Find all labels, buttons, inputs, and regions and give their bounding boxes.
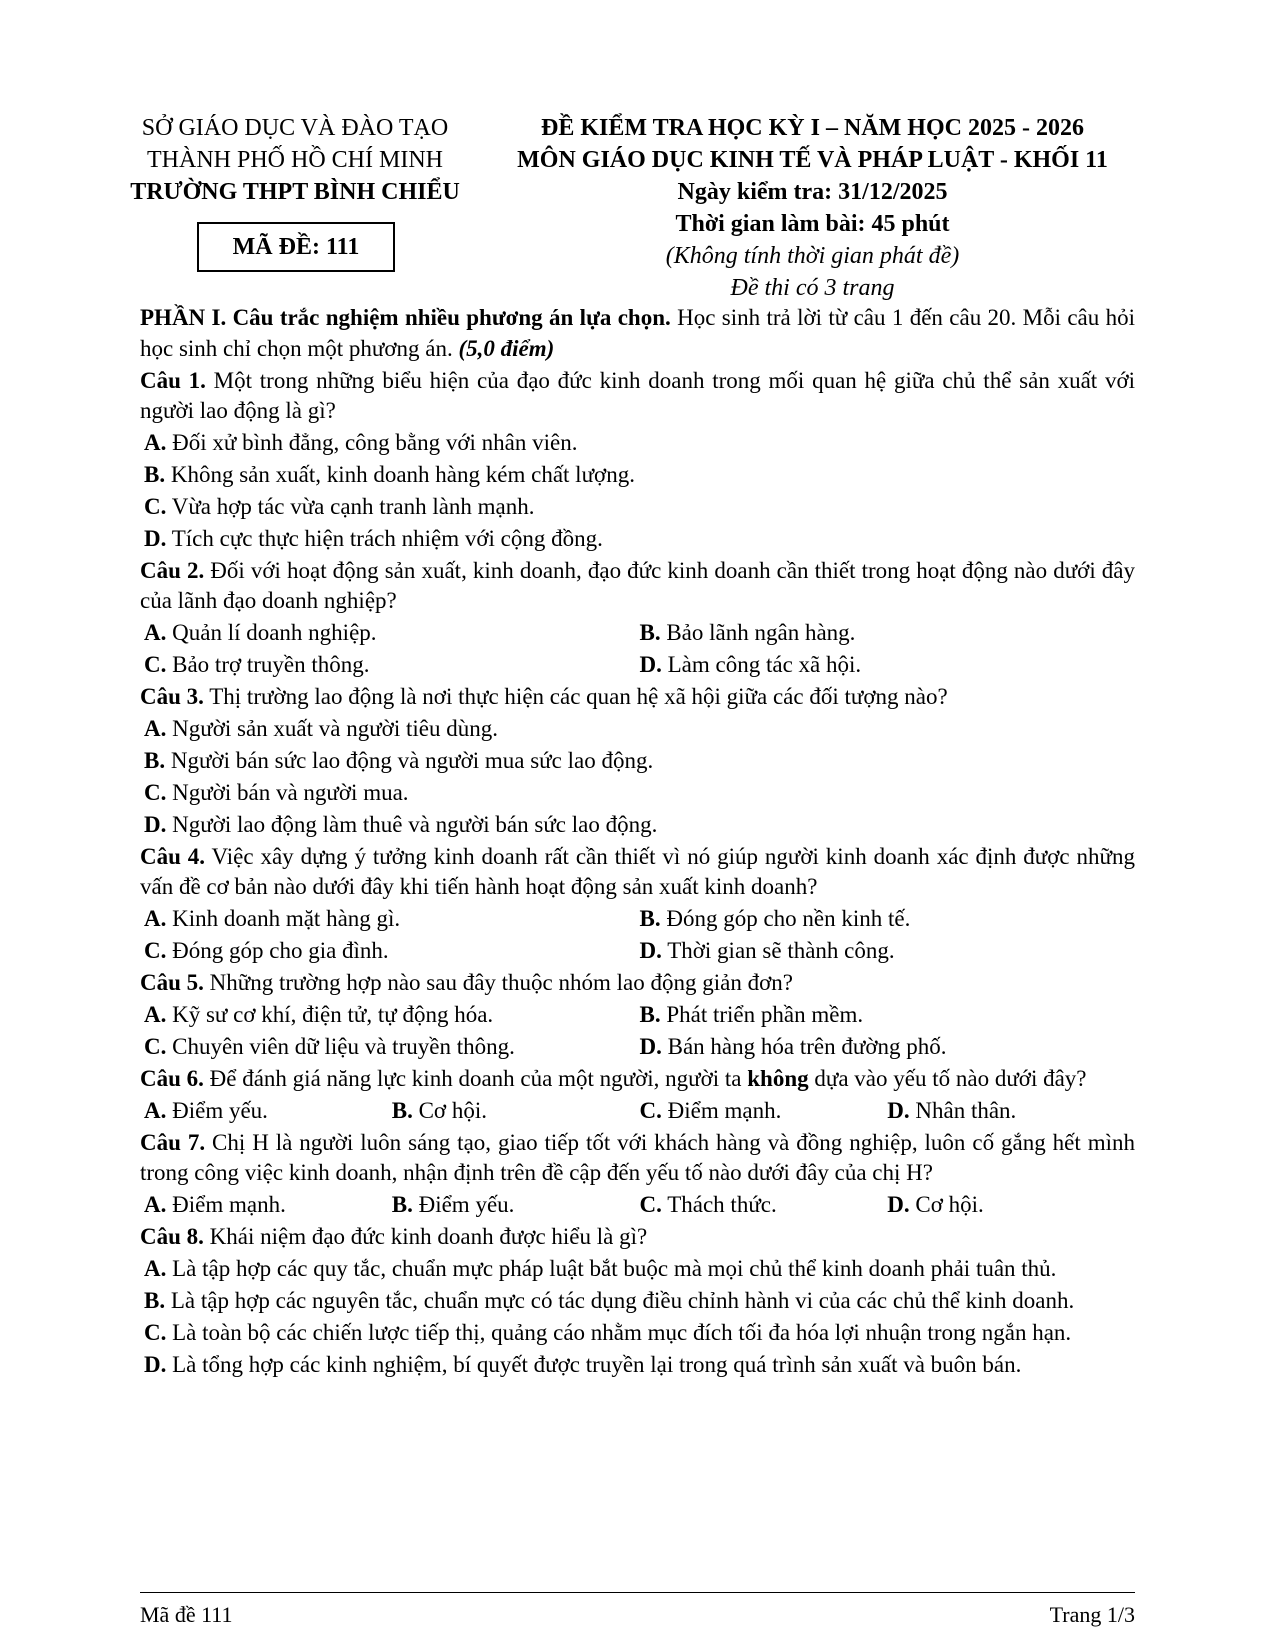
option-key: C. [144,652,167,677]
option [392,1096,640,1126]
option-key: D. [887,1098,910,1123]
option-text: Kỹ sư cơ khí, điện tử, tự động hóa. [166,1002,494,1027]
school-name: TRƯỜNG THPT BÌNH CHIỂU [130,179,460,205]
question-text: Việc xây dựng ý tưởng kinh doanh rất cần thiết vì nó giúp người kinh doanh xác định được những vấn đề cơ bản nào dưới đây khi tiến hành hoạt động sản xuất kinh doanh? [140,844,1135,899]
option-text: Làm công tác xã hội. [661,652,862,677]
option-text: Là tập hợp các nguyên tắc, chuẩn mực có tác dụng điều chỉnh hành vi của các chủ thể kinh doanh. [165,1288,1075,1313]
option-key: B. [391,1098,413,1123]
option-text: Là tổng hợp các kinh nghiệm, bí quyết được truyền lại trong quá trình sản xuất và buôn bán. [166,1352,1022,1377]
option [140,492,1135,522]
option-key: C. [144,780,167,805]
option [392,1190,640,1220]
option-text: Quản lí doanh nghiệp. [166,620,377,645]
option-row [140,1032,1135,1062]
question [140,842,1135,902]
option [140,1286,1135,1316]
part-points: (5,0 điểm) [458,336,555,361]
option-row [140,936,1135,966]
question [140,366,1135,426]
question-text: Những trường hợp nào sau đây thuộc nhóm lao động giản đơn? [203,970,793,995]
option [140,810,1135,840]
exam-subject: MÔN GIÁO DỤC KINH TẾ VÀ PHÁP LUẬT - KHỐI 11 [517,147,1108,173]
option [140,1254,1135,1284]
option-key: B. [144,748,166,773]
option-key: A. [144,716,167,741]
exam-note: (Không tính thời gian phát đề) [665,243,960,269]
option-row [140,904,1135,934]
option-key: D. [639,652,662,677]
option [144,904,640,934]
option [144,650,640,680]
option [144,1032,640,1062]
footer-exam-code: Mã đề 111 [140,1602,233,1627]
option-text: Nhân thân. [909,1098,1017,1123]
option-text: Không sản xuất, kinh doanh hàng kém chất lượng. [165,462,635,487]
option-text: Thời gian sẽ thành công. [661,938,895,963]
option-key: C. [144,938,167,963]
question-text: Đối với hoạt động sản xuất, kinh doanh, đạo đức kinh doanh cần thiết trong hoạt động nào dưới đây của lãnh đạo doanh nghiệp? [140,558,1136,613]
question [140,1128,1135,1188]
option [640,1000,1136,1030]
option-text: Người lao động làm thuê và người bán sức lao động. [166,812,658,837]
exam-title: ĐỀ KIỂM TRA HỌC KỲ I – NĂM HỌC 2025 - 2026 [541,115,1084,141]
option [640,936,1136,966]
question-label: Câu 5. [140,970,204,995]
question [140,682,1135,712]
option-key: D. [639,1034,662,1059]
option-key: B. [391,1192,413,1217]
option [640,650,1136,680]
header-left [120,112,470,208]
part-heading [140,302,1135,364]
option-key: C. [639,1098,662,1123]
option-key: D. [887,1192,910,1217]
option-row [140,1096,1135,1126]
option-text: Cơ hội. [909,1192,984,1217]
option-text: Điểm yếu. [412,1192,515,1217]
option [640,1032,1136,1062]
option [144,1096,392,1126]
question-emphasis: không [747,1066,809,1091]
exam-duration: Thời gian làm bài: 45 phút [675,211,950,237]
option [140,428,1135,458]
question-label: Câu 6. [140,1066,204,1091]
option-text: Là tập hợp các quy tắc, chuẩn mực pháp luật bắt buộc mà mọi chủ thể kinh doanh phải tuân thủ. [166,1256,1057,1281]
option [140,460,1135,490]
option-key: A. [144,620,167,645]
option-key: A. [144,430,167,455]
option-row [140,1000,1135,1030]
option-key: D. [639,938,662,963]
part-instruction: Học sinh trả lời từ câu 1 đến câu 20. Mỗi câu hỏi học sinh chỉ chọn một phương án. [140,305,1136,361]
option-text: Đóng góp cho nền kinh tế. [660,906,911,931]
question [140,1222,1135,1252]
option [140,714,1135,744]
option-row [140,650,1135,680]
option-key: B. [144,462,166,487]
option-key: B. [144,1288,166,1313]
option [640,904,1136,934]
option-key: B. [639,1002,661,1027]
option-key: C. [144,494,167,519]
option-key: D. [144,1352,167,1377]
question-text-end: dựa vào yếu tố nào dưới đây? [808,1066,1087,1091]
footer-divider [140,1592,1135,1593]
option-key: D. [144,526,167,551]
exam-pages: Đề thi có 3 trang [730,275,895,301]
option [640,1190,888,1220]
option [140,524,1135,554]
question-label: Câu 8. [140,1224,204,1249]
option-text: Bán hàng hóa trên đường phố. [661,1034,947,1059]
part-title: PHẦN I. Câu trắc nghiệm nhiều phương án lựa chọn. [140,305,671,330]
question-text: Một trong những biểu hiện của đạo đức kinh doanh trong mối quan hệ giữa chủ thể sản xuất với người lao động là gì? [140,368,1135,423]
exam-date: Ngày kiểm tra: 31/12/2025 [677,179,948,205]
option-text: Kinh doanh mặt hàng gì. [166,906,401,931]
question-label: Câu 7. [140,1130,206,1155]
option [140,778,1135,808]
question [140,556,1135,616]
option-text: Bảo lãnh ngân hàng. [660,620,856,645]
option-text: Vừa hợp tác vừa cạnh tranh lành mạnh. [166,494,535,519]
option-key: D. [144,812,167,837]
question-text: Khái niệm đạo đức kinh doanh được hiểu là gì? [203,1224,648,1249]
option [140,1318,1135,1348]
option-row [140,618,1135,648]
option [140,746,1135,776]
option [140,1350,1135,1380]
option-text: Thách thức. [661,1192,777,1217]
option-key: C. [144,1034,167,1059]
option-key: C. [144,1320,167,1345]
option-text: Người bán sức lao động và người mua sức lao động. [165,748,654,773]
option [144,618,640,648]
exam-body [140,302,1135,1380]
option-text: Người bán và người mua. [166,780,409,805]
option-key: C. [639,1192,662,1217]
option-text: Điểm mạnh. [166,1192,286,1217]
option [640,618,1136,648]
option-key: A. [144,1256,167,1281]
question-label: Câu 3. [140,684,204,709]
option-text: Người sản xuất và người tiêu dùng. [166,716,498,741]
option-text: Là toàn bộ các chiến lược tiếp thị, quảng cáo nhằm mục đích tối đa hóa lợi nhuận trong ngắn hạn. [166,1320,1072,1345]
option [144,1190,392,1220]
option [887,1190,1135,1220]
exam-code-box: MÃ ĐỀ: 111 [197,222,395,272]
option [144,936,640,966]
option-key: A. [144,1002,167,1027]
question-label: Câu 1. [140,368,206,393]
option-text: Cơ hội. [412,1098,487,1123]
option-key: B. [639,906,661,931]
option-text: Điểm mạnh. [661,1098,782,1123]
option-text: Chuyên viên dữ liệu và truyền thông. [166,1034,515,1059]
department-line-2: THÀNH PHỐ HỒ CHÍ MINH [147,147,443,173]
header-right [505,112,1120,304]
option-key: A. [144,1098,167,1123]
option-key: A. [144,1192,167,1217]
question-text: Để đánh giá năng lực kinh doanh của một người, người ta [203,1066,748,1091]
question [140,1064,1135,1094]
option-key: A. [144,906,167,931]
question-text: Chị H là người luôn sáng tạo, giao tiếp tốt với khách hàng và đồng nghiệp, luôn cố gắng hết mình trong công việc kinh doanh, nhận định trên đề cập đến yếu tố nào dưới đây của chị H? [140,1130,1135,1185]
option [640,1096,888,1126]
question-text: Thị trường lao động là nơi thực hiện các quan hệ xã hội giữa các đối tượng nào? [203,684,948,709]
option-text: Tích cực thực hiện trách nhiệm với cộng đồng. [166,526,603,551]
option-row [140,1190,1135,1220]
option [144,1000,640,1030]
option [887,1096,1135,1126]
footer-page-number: Trang 1/3 [1049,1602,1135,1627]
option-text: Bảo trợ truyền thông. [166,652,370,677]
option-text: Đóng góp cho gia đình. [166,938,389,963]
question [140,968,1135,998]
question-label: Câu 2. [140,558,205,583]
department-line-1: SỞ GIÁO DỤC VÀ ĐÀO TẠO [141,115,449,141]
question-label: Câu 4. [140,844,206,869]
option-text: Đối xử bình đẳng, công bằng với nhân viên. [166,430,578,455]
option-text: Phát triển phần mềm. [660,1002,864,1027]
option-key: B. [639,620,661,645]
option-text: Điểm yếu. [166,1098,268,1123]
